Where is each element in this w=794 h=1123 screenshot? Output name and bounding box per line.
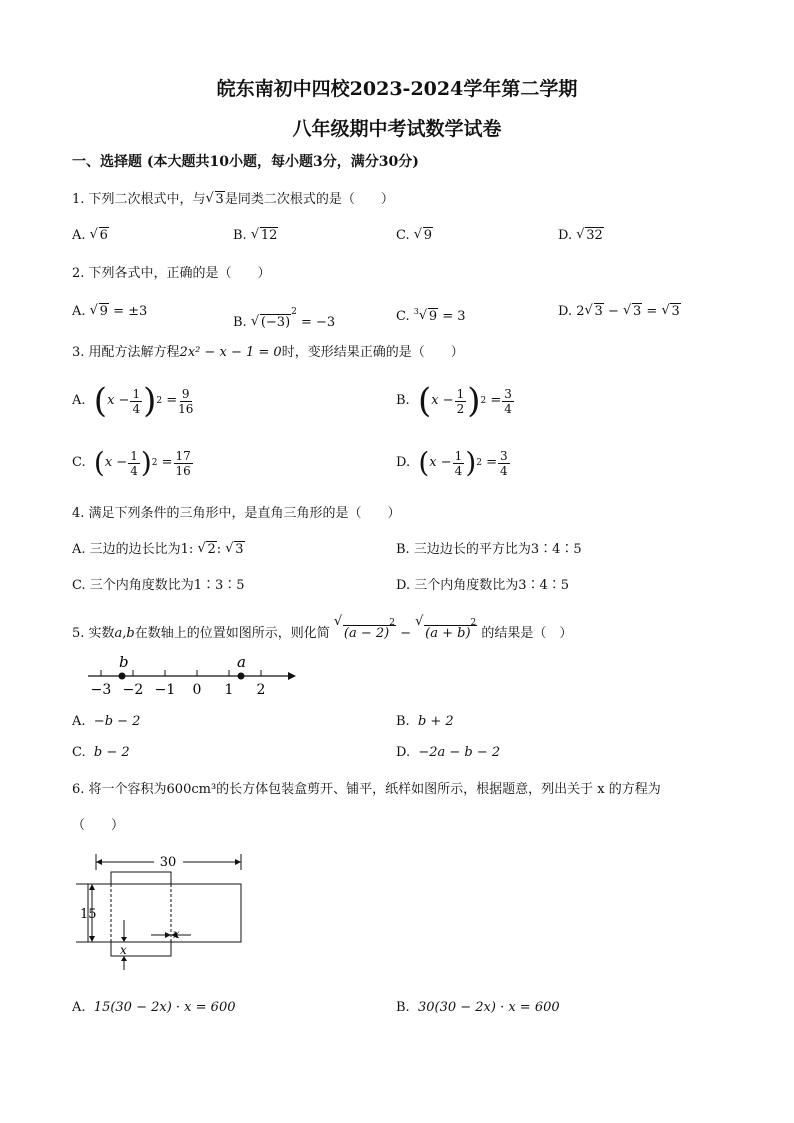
q1-option-b[interactable]: B. √ 12 <box>233 228 278 244</box>
tick-label: −3 <box>90 682 112 698</box>
q3-option-a[interactable]: A. ( x − $\frac{1}{4}$ ) 2 = $\frac{9}{16}$ <box>72 381 194 421</box>
q2-option-c[interactable]: C. $^3$√ 9 = 3 <box>396 304 466 325</box>
label-a: a <box>237 653 246 671</box>
tick-label: −1 <box>154 682 176 698</box>
label-b: b <box>119 653 129 671</box>
q3-option-b[interactable]: B. ( x − $\frac{1}{2}$ ) 2 = $\frac{3}{4}$ <box>396 381 512 421</box>
label-15: 15 <box>80 907 97 922</box>
question-3-stem: 3. 用配方法解方程2x² − x − 1 = 0时，变形结果正确的是（ ） <box>72 345 464 360</box>
exam-title-line1: 皖东南初中四校2023-2024学年第二学期 <box>216 78 578 100</box>
q5-option-b[interactable]: B. b + 2 <box>396 714 454 729</box>
tick-label: 1 <box>224 682 234 698</box>
question-5-stem: 5. 实数a,b在数轴上的位置如图所示，则化简 √ $(a - 2)^2$ − √ $(a + b)^2$ 的结果是（ ） <box>72 615 572 642</box>
question-2-stem: 2. 下列各式中，正确的是（ ） <box>72 266 271 281</box>
q6-option-a[interactable]: A. 15(30 − 2x) · x = 600 <box>72 1000 236 1015</box>
q3-option-d[interactable]: D. ( x − $\frac{1}{4}$ ) 2 = $\frac{3}{4}$ <box>396 446 508 479</box>
q1-option-c[interactable]: C. √ 9 <box>396 228 433 244</box>
q5-option-c[interactable]: C. b − 2 <box>72 745 130 760</box>
exam-title-line2: 八年级期中考试数学试卷 <box>292 118 502 140</box>
question-6-stem: 6. 将一个容积为600cm³的长方体包装盒剪开、铺平，纸样如图所示，根据题意，列出关于 x 的方程为 <box>72 782 661 797</box>
box-net-figure <box>76 852 248 974</box>
axis-arrow <box>288 672 296 680</box>
question-1-stem: 1. 下列二次根式中，与√ 3是同类二次根式的是（ ） <box>72 192 394 208</box>
q1-option-d[interactable]: D. √ 32 <box>558 228 604 244</box>
radical: √ 3 <box>206 192 225 208</box>
tick-label: 2 <box>256 682 266 698</box>
tick-label: 0 <box>192 682 202 698</box>
q4-option-b[interactable]: B. 三边边长的平方比为3∶4∶5 <box>396 542 582 557</box>
section-heading: 一、选择题 (本大题共10小题，每小题3分，满分30分) <box>72 154 419 170</box>
tick-label: −2 <box>122 682 144 698</box>
label-x-horizontal: x <box>173 927 180 941</box>
q5-option-a[interactable]: A. −b − 2 <box>72 714 141 729</box>
q1-option-a[interactable]: A. √ 6 <box>72 228 109 244</box>
q2-option-b[interactable]: B. √ $(-3)^2 = -3$ <box>233 304 335 331</box>
q4-option-d[interactable]: D. 三个内角度数比为3∶4∶5 <box>396 578 570 593</box>
q2-option-d[interactable]: D. 2√ 3 − √ 3 = √ 3 <box>558 304 681 320</box>
q4-option-c[interactable]: C. 三个内角度数比为1∶3∶5 <box>72 578 245 593</box>
label-30: 30 <box>159 855 177 870</box>
q3-option-c[interactable]: C. ( x − $\frac{1}{4}$ ) 2 = $\frac{17}{16}$ <box>72 446 191 479</box>
question-4-stem: 4. 满足下列条件的三角形中，是直角三角形的是（ ） <box>72 506 401 521</box>
q2-option-a[interactable]: A. √ 9 = ±3 <box>72 304 147 320</box>
question-6-paren: （ ） <box>72 818 125 833</box>
label-x-vertical: x <box>120 943 127 957</box>
number-line-figure <box>84 650 300 698</box>
q6-option-b[interactable]: B. 30(30 − 2x) · x = 600 <box>396 1000 560 1015</box>
q5-option-d[interactable]: D. −2a − b − 2 <box>396 745 501 760</box>
point-a <box>238 673 245 680</box>
q4-option-a[interactable]: A. 三边的边长比为1: √ 2: √ 3 <box>72 542 245 558</box>
point-b <box>119 673 126 680</box>
